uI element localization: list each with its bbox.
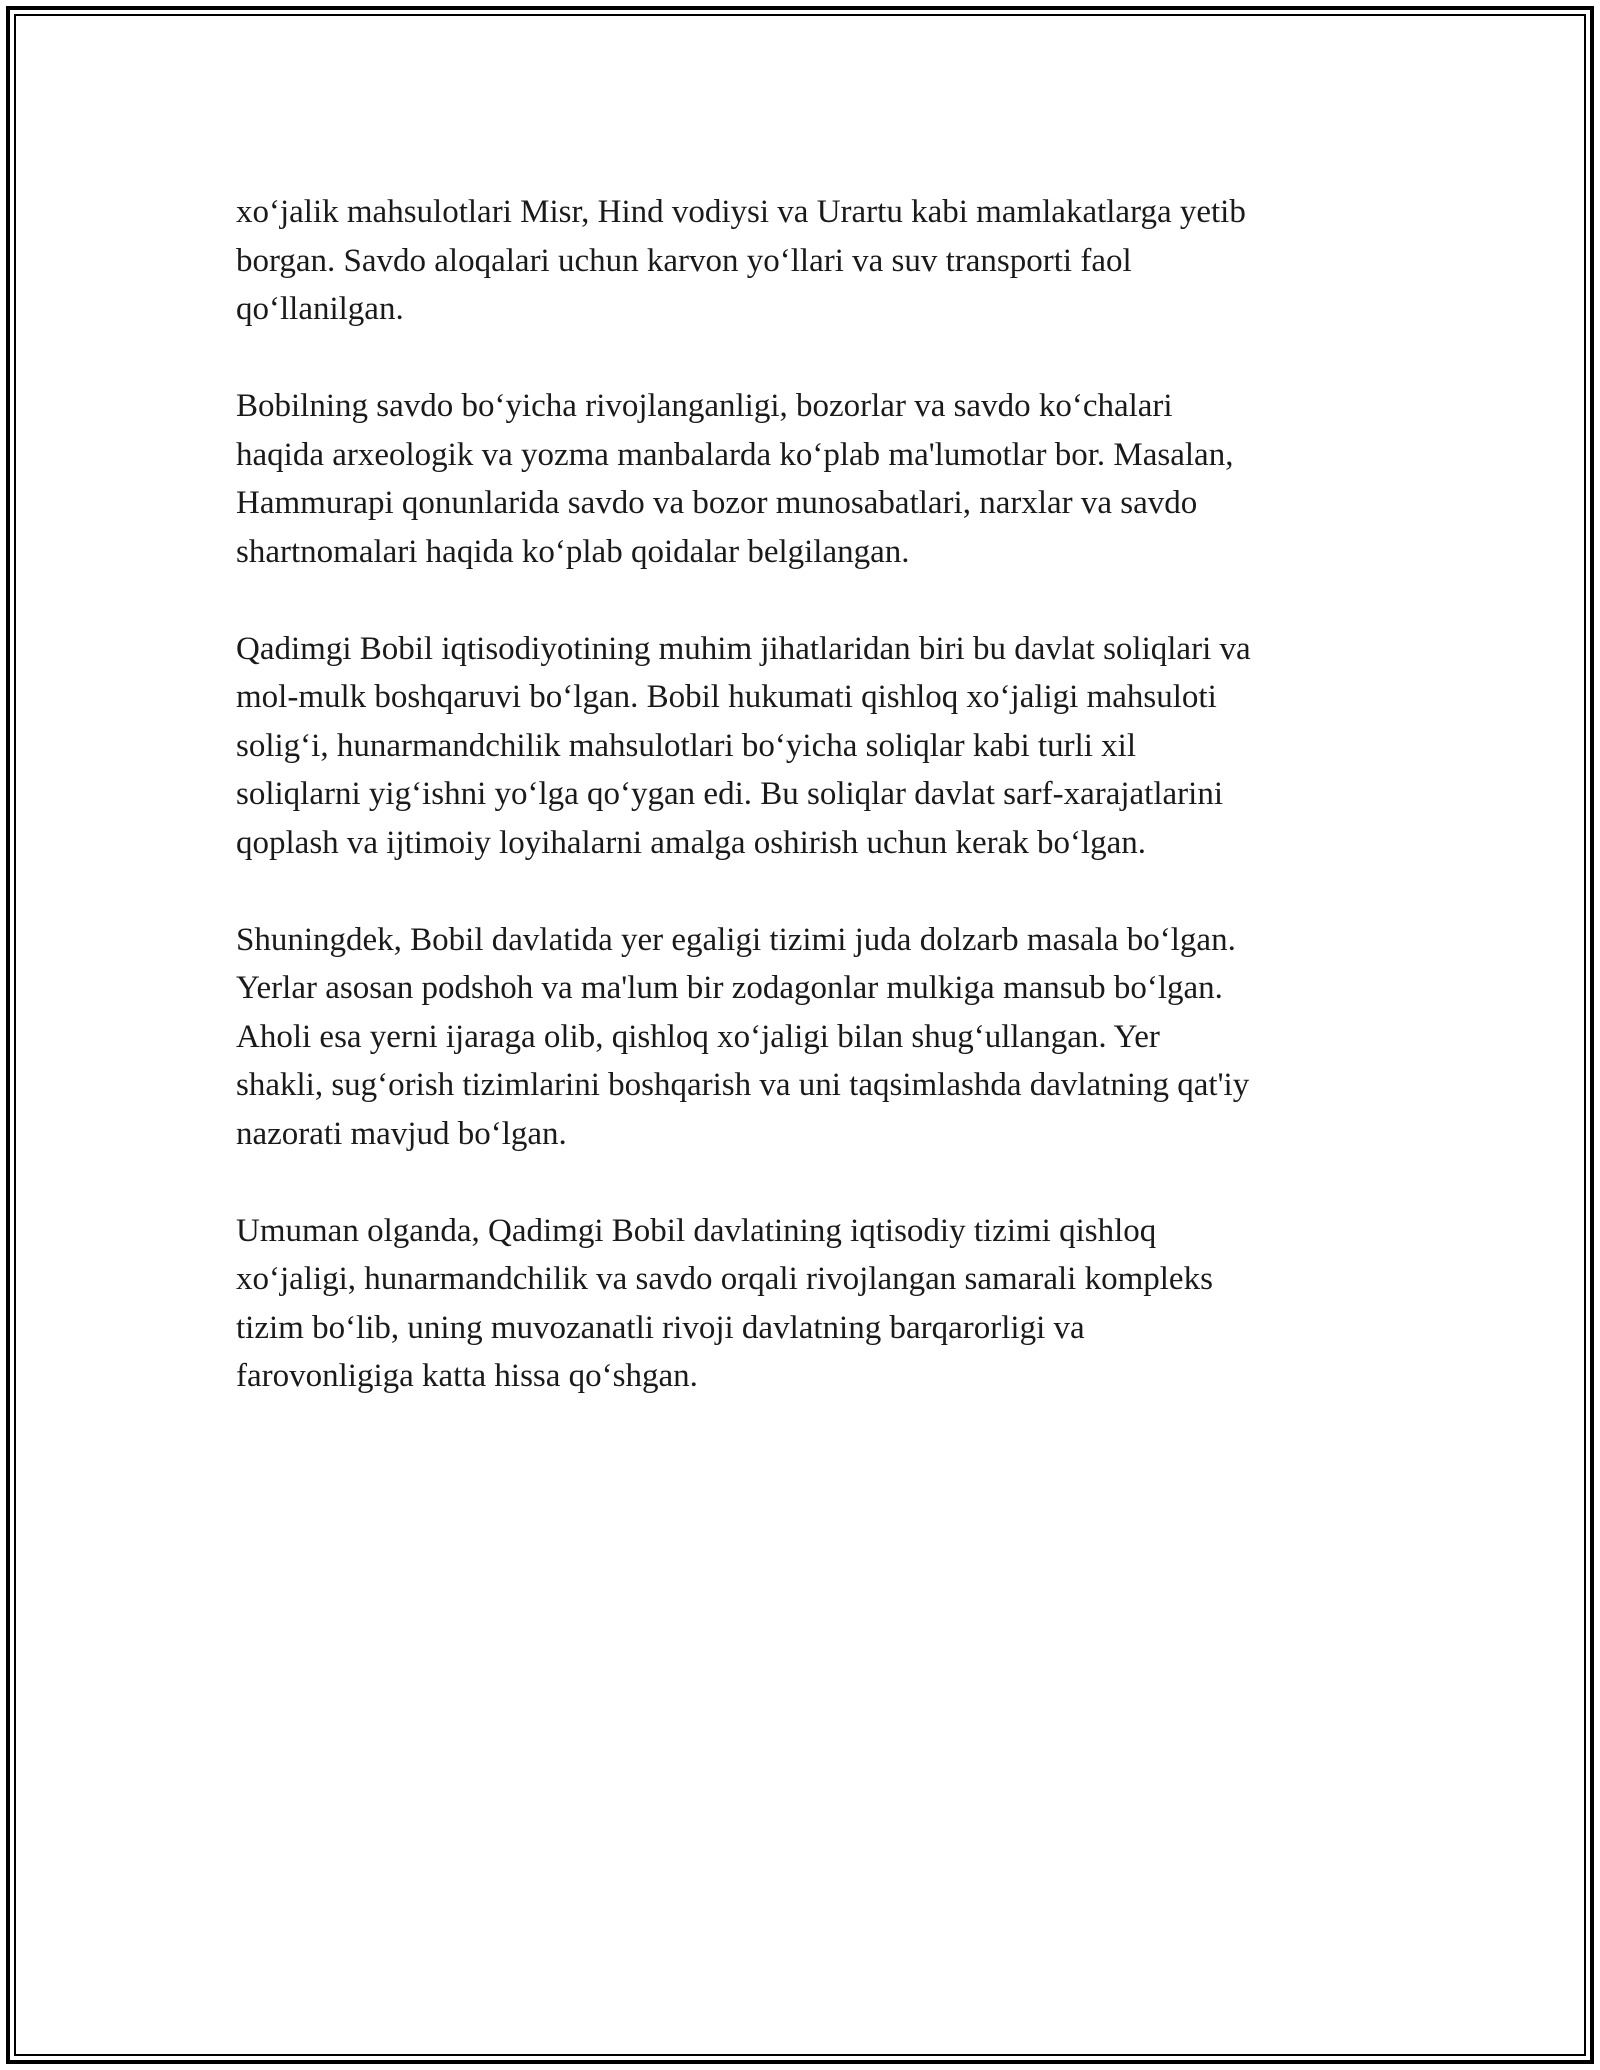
text-line: qoplash va ijtimoiy loyihalarni amalga oshirish uchun kerak bo‘lgan. — [236, 824, 1147, 861]
text-line: shakli, sug‘orish tizimlarini boshqarish va uni taqsimlashda davlatning qat'iy — [236, 1067, 1250, 1103]
text-line: xo‘jaligi, hunarmandchilik va savdo orqali rivojlangan samarali kompleks — [236, 1261, 1213, 1297]
paragraph-2 — [236, 382, 1376, 576]
text-line: Bobilning savdo bo‘yicha rivojlanganligi, bozorlar va savdo ko‘chalari — [236, 388, 1173, 424]
text-line: borgan. Savdo aloqalari uchun karvon yo‘llari va suv transporti faol — [236, 242, 1132, 279]
text-line: haqida arxeologik va yozma manbalarda ko‘plab ma'lumotlar bor. Masalan, — [236, 436, 1234, 473]
text-line: xo‘jalik mahsulotlari Misr, Hind vodiysi va Urartu kabi mamlakatlarga yetib — [236, 194, 1246, 230]
text-line: Qadimgi Bobil iqtisodiyotining muhim jihatlaridan biri bu davlat soliqlari va — [236, 630, 1251, 667]
paragraph-5 — [236, 1207, 1376, 1401]
text-line: shartnomalari haqida ko‘plab qoidalar belgilangan. — [236, 533, 910, 570]
text-line: qo‘llanilgan. — [236, 291, 404, 327]
document-body — [236, 188, 1376, 1449]
text-line: mol-mulk boshqaruvi bo‘lgan. Bobil hukumati qishloq xo‘jaligi mahsuloti — [236, 679, 1217, 715]
text-line: solig‘i, hunarmandchilik mahsulotlari bo‘yicha soliqlar kabi turli xil — [236, 727, 1136, 764]
paragraph-3 — [236, 625, 1376, 868]
paragraph-1 — [236, 188, 1376, 334]
text-line: farovonligiga katta hissa qo‘shgan. — [236, 1358, 698, 1394]
text-line: soliqlarni yig‘ishni yo‘lga qo‘ygan edi. Bu soliqlar davlat sarf-xarajatlarini — [236, 776, 1223, 812]
text-line: Yerlar asosan podshoh va ma'lum bir zodagonlar mulkiga mansub bo‘lgan. — [236, 970, 1223, 1006]
paragraph-4 — [236, 916, 1376, 1159]
text-line: Umuman olganda, Qadimgi Bobil davlatining iqtisodiy tizimi qishloq — [236, 1212, 1157, 1249]
text-line: Aholi esa yerni ijaraga olib, qishloq xo‘jaligi bilan shug‘ullangan. Yer — [236, 1018, 1160, 1055]
text-line: tizim bo‘lib, uning muvozanatli rivoji davlatning barqarorligi va — [236, 1309, 1085, 1346]
text-line: nazorati mavjud bo‘lgan. — [236, 1115, 567, 1152]
text-line: Hammurapi qonunlarida savdo va bozor munosabatlari, narxlar va savdo — [236, 485, 1198, 521]
text-line: Shuningdek, Bobil davlatida yer egaligi tizimi juda dolzarb masala bo‘lgan. — [236, 921, 1236, 958]
